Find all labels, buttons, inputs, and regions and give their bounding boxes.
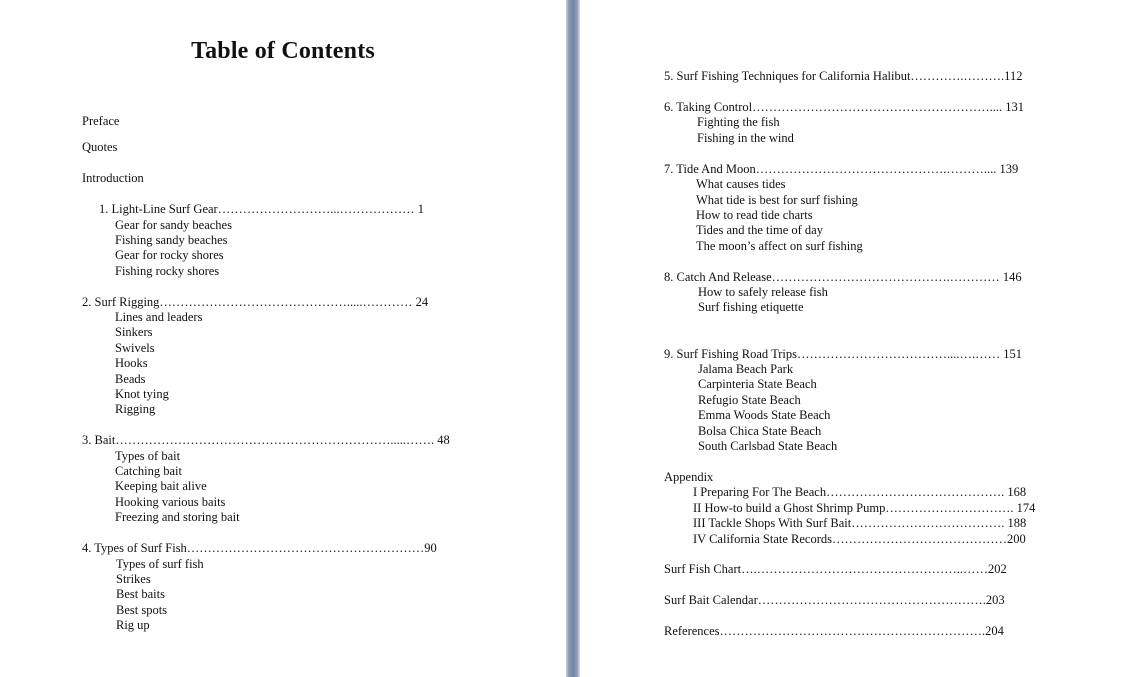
toc-chapter-9: 9. Surf Fishing Road Trips………………………………....….…… 151 — [664, 347, 1023, 361]
page-gutter — [566, 0, 580, 677]
toc-chapter-8: 8. Catch And Release…………………………………….………… 146 — [664, 270, 1022, 284]
toc-subitem: Best spots — [116, 603, 168, 617]
toc-appendix-item: I Preparing For The Beach……………………………………. 168 — [693, 485, 1027, 499]
toc-subitem: South Carlsbad State Beach — [698, 439, 838, 453]
toc-subitem: Catching bait — [115, 464, 182, 478]
toc-subitem: Refugio State Beach — [698, 393, 801, 407]
toc-subitem: Tides and the time of day — [696, 223, 823, 237]
toc-subitem: Lines and leaders — [115, 310, 203, 324]
toc-subitem: Best baits — [116, 587, 165, 601]
toc-appendix-item: III Tackle Shops With Surf Bait………………………………. 188 — [693, 516, 1027, 530]
toc-subitem: Emma Woods State Beach — [698, 408, 831, 422]
toc-subitem: Swivels — [115, 341, 155, 355]
toc-references: References……………………………………………………….204 — [664, 624, 1004, 638]
toc-chapter-7: 7. Tide And Moon……………………………………….……….... 139 — [664, 162, 1019, 176]
toc-subitem: How to read tide charts — [696, 208, 813, 222]
toc-subitem: Knot tying — [115, 387, 169, 401]
toc-subitem: Hooking various baits — [115, 495, 226, 509]
toc-subitem: Types of surf fish — [116, 557, 204, 571]
toc-subitem: Types of bait — [115, 449, 181, 463]
toc-subitem: How to safely release fish — [698, 285, 828, 299]
toc-chapter-1: 1. Light-Line Surf Gear………………………...……………… 1 — [99, 202, 424, 216]
toc-chapter-3: 3. Bait………………………………………………………….....……. 48 — [82, 433, 450, 447]
right-page — [580, 0, 1129, 677]
toc-introduction: Introduction — [82, 171, 144, 185]
toc-subitem: Jalama Beach Park — [698, 362, 794, 376]
toc-subitem: Rig up — [116, 618, 150, 632]
toc-subitem: Strikes — [116, 572, 151, 586]
toc-subitem: Beads — [115, 372, 146, 386]
toc-subitem: Freezing and storing bait — [115, 510, 240, 524]
toc-subitem: What tide is best for surf fishing — [696, 193, 858, 207]
toc-chapter-6: 6. Taking Control………………………………………………….... 131 — [664, 100, 1025, 114]
page-title: Table of Contents — [191, 38, 375, 64]
toc-surf-bait-calendar: Surf Bait Calendar……………………………………………….203 — [664, 593, 1005, 607]
toc-subitem: Gear for rocky shores — [115, 248, 224, 262]
toc-subitem: Bolsa Chica State Beach — [698, 424, 822, 438]
toc-subitem: Fighting the fish — [697, 115, 780, 129]
toc-subitem: Gear for sandy beaches — [115, 218, 232, 232]
toc-chapter-2: 2. Surf Rigging……………………………………….....………… 24 — [82, 295, 429, 309]
toc-appendix-heading: Appendix — [664, 470, 714, 484]
toc-subitem: Surf fishing etiquette — [698, 300, 804, 314]
toc-surf-fish-chart: Surf Fish Chart….…………………………………………..……202 — [664, 562, 1007, 576]
toc-appendix-item: II How-to build a Ghost Shrimp Pump…………………………. 174 — [693, 501, 1036, 515]
toc-subitem: Fishing rocky shores — [115, 264, 220, 278]
toc-subitem: Rigging — [115, 402, 156, 416]
toc-subitem: Keeping bait alive — [115, 479, 207, 493]
toc-chapter-4: 4. Types of Surf Fish…………………………………………………90 — [82, 541, 437, 555]
toc-subitem: Carpinteria State Beach — [698, 377, 817, 391]
toc-subitem: What causes tides — [696, 177, 786, 191]
toc-subitem: Hooks — [115, 356, 148, 370]
toc-appendix-item: IV California State Records……………………………………200 — [693, 532, 1026, 546]
toc-subitem: Fishing sandy beaches — [115, 233, 228, 247]
toc-subitem: Fishing in the wind — [697, 131, 794, 145]
toc-quotes: Quotes — [82, 140, 118, 154]
toc-subitem: The moon’s affect on surf fishing — [696, 239, 863, 253]
toc-subitem: Sinkers — [115, 325, 153, 339]
toc-preface: Preface — [82, 114, 120, 128]
toc-chapter-5: 5. Surf Fishing Techniques for California Halibut………….……….112 — [664, 69, 1023, 83]
